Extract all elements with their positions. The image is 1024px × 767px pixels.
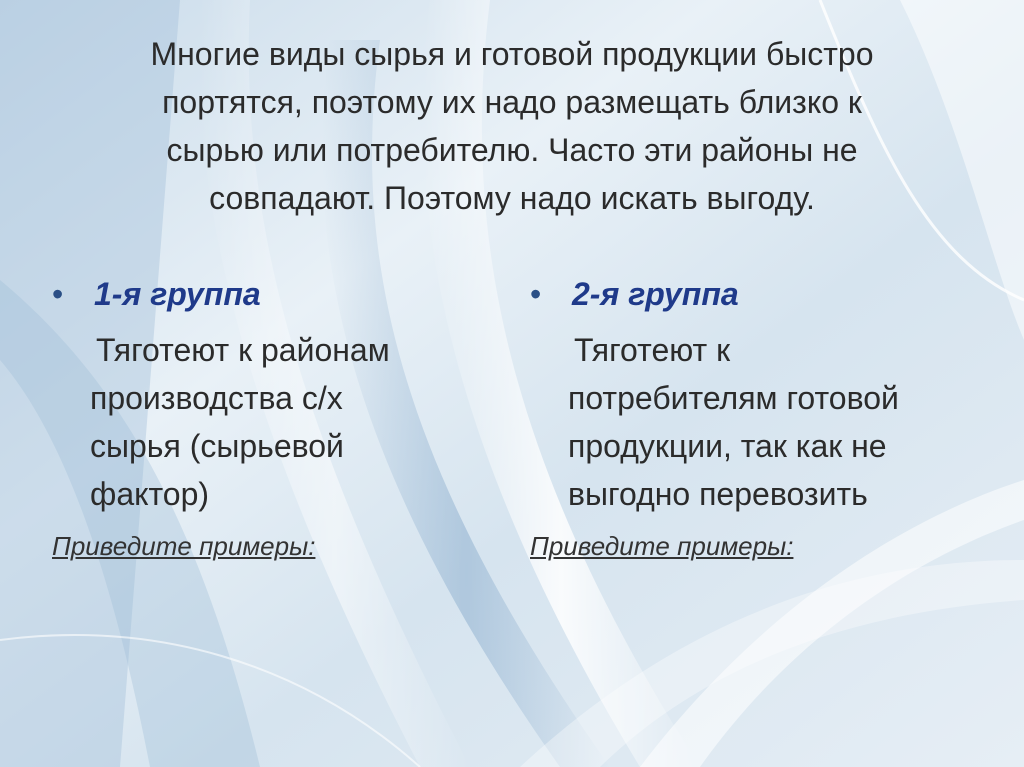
group-1-prompt: Приведите примеры:	[52, 531, 316, 561]
group-1-column	[52, 270, 492, 564]
group-2-title: 2-я группа	[572, 276, 739, 312]
group-1-heading	[52, 270, 492, 318]
intro-line: портятся, поэтому их надо размещать близко к	[162, 84, 862, 120]
bullet-icon: •	[52, 276, 64, 312]
intro-line: сырью или потребителю. Часто эти районы не	[166, 132, 858, 168]
intro-line: Многие виды сырья и готовой продукции быстро	[150, 36, 874, 72]
group-1-line: производства с/х	[90, 380, 343, 416]
group-2-line: выгодно перевозить	[568, 476, 868, 512]
group-2-line: продукции, так как не	[568, 428, 887, 464]
group-2-column	[530, 270, 1000, 564]
group-1-line: сырья (сырьевой	[90, 428, 344, 464]
bullet-icon: •	[530, 276, 542, 312]
group-1-line: Тяготеют к районам	[96, 332, 390, 368]
group-1-title: 1-я группа	[94, 276, 261, 312]
group-2-description	[530, 326, 1000, 518]
intro-paragraph	[40, 30, 984, 222]
group-2-line: Тяготеют к	[574, 332, 731, 368]
group-2-heading	[530, 270, 1000, 318]
intro-line: совпадают. Поэтому надо искать выгоду.	[209, 180, 815, 216]
group-1-description	[52, 326, 492, 518]
group-1-line: фактор)	[90, 476, 210, 512]
group-2-prompt: Приведите примеры:	[530, 531, 794, 561]
group-2-line: потребителям готовой	[568, 380, 899, 416]
